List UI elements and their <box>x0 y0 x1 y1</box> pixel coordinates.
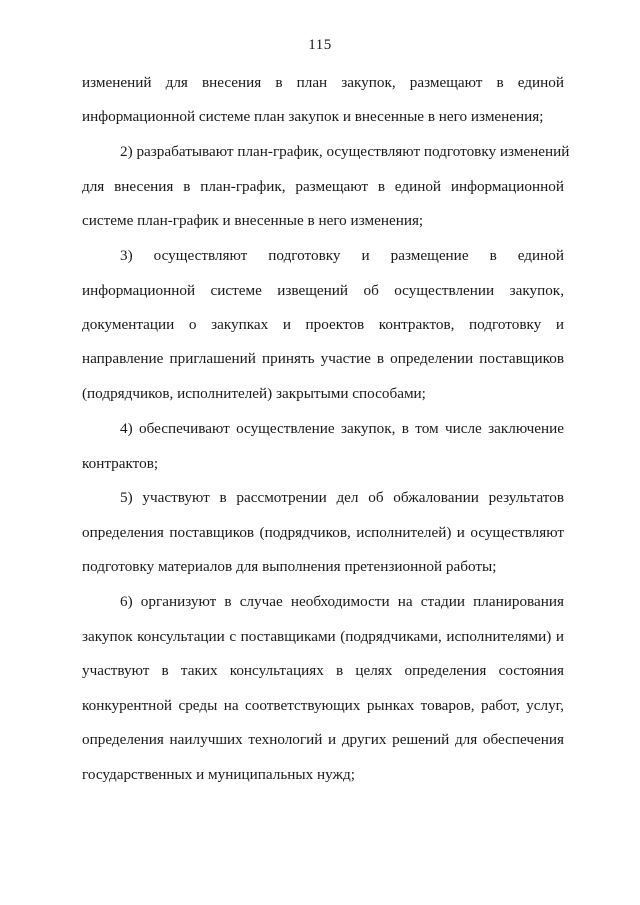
text-line: подготовку материалов для выполнения претензионной работы; <box>82 558 497 575</box>
text-line: информационной системе план закупок и внесенные в него изменения; <box>82 108 544 125</box>
text-line: документации о закупках и проектов контрактов, подготовку и <box>82 316 564 333</box>
text-line: конкурентной среды на соответствующих рынках товаров, работ, услуг, <box>82 697 564 714</box>
text-line: 2) разрабатывают план-график, осуществляют подготовку изменений <box>120 143 570 160</box>
text-line: участвуют в таких консультациях в целях определения состояния <box>82 662 564 679</box>
text-line: 6) организуют в случае необходимости на стадии планирования <box>120 593 564 610</box>
text-line: 3) осуществляют подготовку и размещение в единой <box>120 247 564 264</box>
text-line: информационной системе извещений об осуществлении закупок, <box>82 282 564 299</box>
text-line: государственных и муниципальных нужд; <box>82 766 355 783</box>
text-line: изменений для внесения в план закупок, размещают в единой <box>82 74 564 91</box>
text-line: определения поставщиков (подрядчиков, исполнителей) и осуществляют <box>82 524 564 541</box>
text-line: закупок консультации с поставщиками (подрядчиками, исполнителями) и <box>82 628 564 645</box>
text-line: определения наилучших технологий и других решений для обеспечения <box>82 731 564 748</box>
text-line: для внесения в план-график, размещают в единой информационной <box>82 178 564 195</box>
text-line: 5) участвуют в рассмотрении дел об обжаловании результатов <box>120 489 564 506</box>
text-line: направление приглашений принять участие в определении поставщиков <box>82 350 564 367</box>
text-line: контрактов; <box>82 455 159 472</box>
text-line: 4) обеспечивают осуществление закупок, в том числе заключение <box>120 420 564 437</box>
text-line: (подрядчиков, исполнителей) закрытыми способами; <box>82 385 426 402</box>
page-number: 115 <box>308 37 332 53</box>
text-line: системе план-график и внесенные в него изменения; <box>82 212 424 229</box>
